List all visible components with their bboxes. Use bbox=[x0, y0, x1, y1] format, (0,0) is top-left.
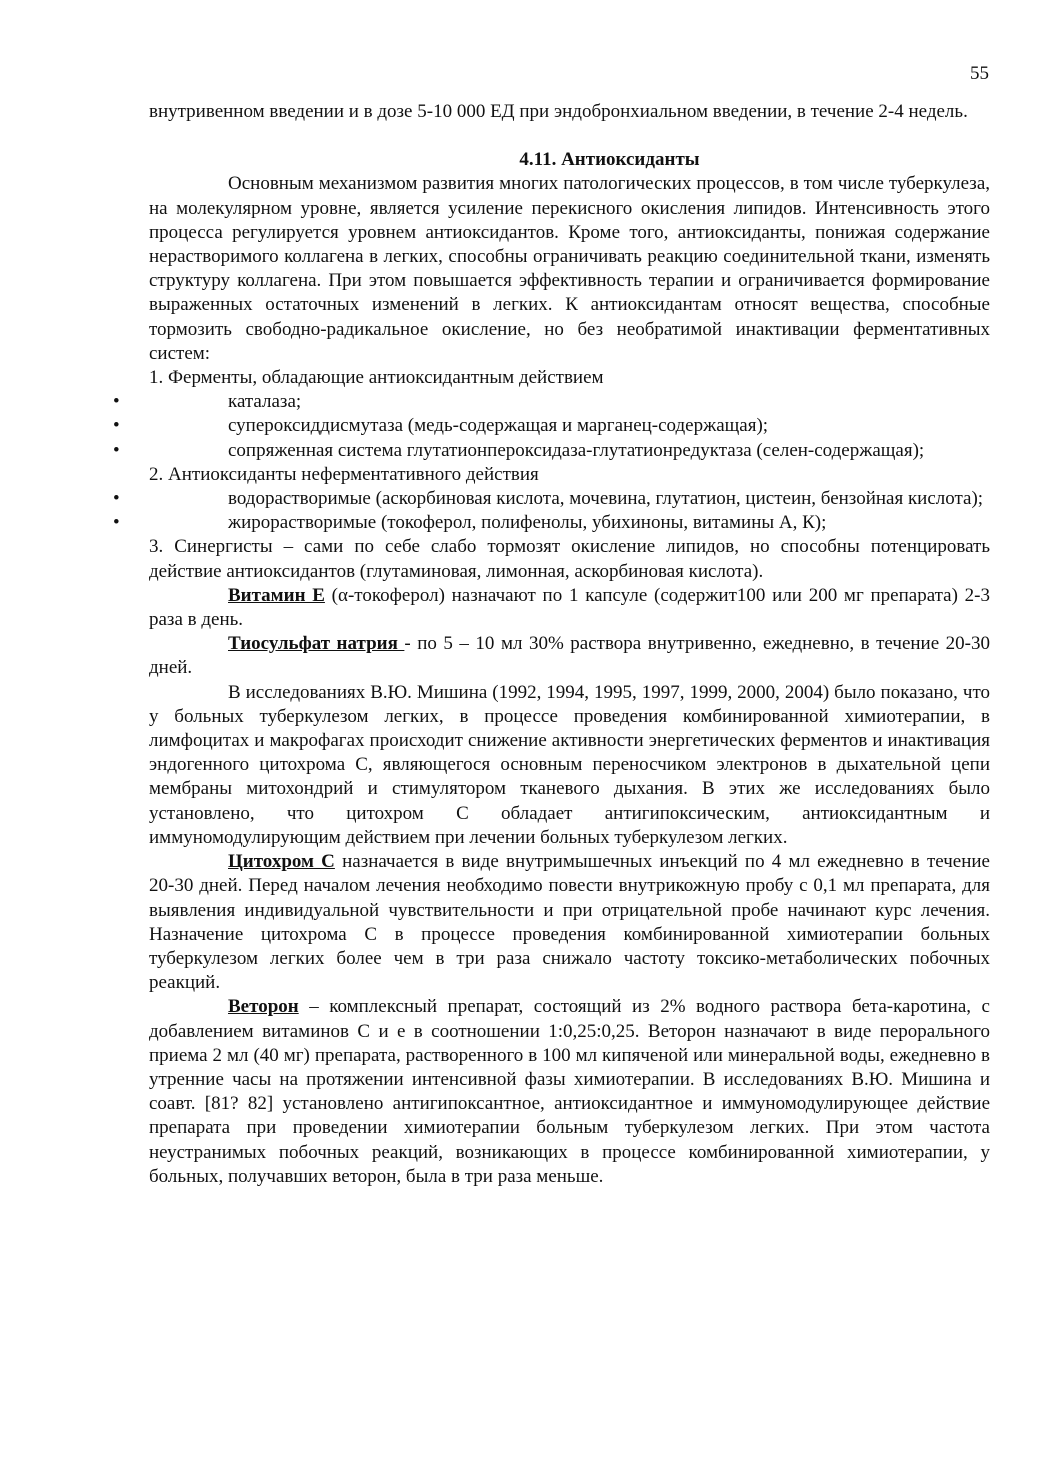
thiosulfate-paragraph bbox=[149, 632, 990, 680]
list-item-text: жирорастворимые (токоферол, полифенолы, убихиноны, витамины А, К); bbox=[228, 512, 827, 534]
veteron-term: Веторон bbox=[228, 996, 299, 1018]
section-heading: 4.11. Антиоксиданты bbox=[519, 149, 700, 171]
list-item bbox=[113, 511, 990, 535]
veteron-text: – комплексный препарат, состоящий из 2% водного раствора бета-каротина, с добавлением витаминов С и е в соотношении 1:0,25:0,25. Веторон назначают в виде перорального приема 2 мл (40 мг) препарата, растворенного в 100 мл кипяченой или минеральной воды, ежедневно в утренние часы на протяжении интенсивной фазы химиотерапии. В исследованиях В.Ю. Мишина и соавт. [81? 82] установлено антигипоксантное, антиоксидантное и иммуномодулирующее действие препарата при проведении химиотерапии больным туберкулезом легких. При этом частота неустранимых побочных реакций, возникающих в процессе комбинированной химиотерапии, у больных, получавших веторон, была в три раза меньше. bbox=[149, 996, 990, 1187]
bullet-icon: • bbox=[113, 439, 120, 461]
vitamin-e-paragraph bbox=[149, 584, 990, 632]
list1-title: 1. Ферменты, обладающие антиоксидантным действием bbox=[149, 367, 604, 389]
cytochrome-paragraph bbox=[149, 850, 990, 995]
cytochrome-text: назначается в виде внутримышечных инъекций по 4 мл ежедневно в течение 20-30 дней. Перед началом лечения необходимо повести внутрикожную пробу с 0,1 мл препарата, для выявления индивидуальной чувствительности и при отрицательной пробе начинают курс лечения. Назначение цитохрома С в процессе проведения комбинированной химиотерапии больных туберкулезом легких более чем в три раза снижало частоту токсико-метаболических побочных реакций. bbox=[149, 851, 990, 994]
bullet-icon: • bbox=[113, 512, 120, 534]
synergists-paragraph: 3. Синергисты – сами по себе слабо тормозят окисление липидов, но способны потенцировать действие антиоксидантов (глутаминовая, лимонная, аскорбиновая кислота). bbox=[149, 536, 990, 582]
list-item-text: супероксиддисмутаза (медь-содержащая и марганец-содержащая); bbox=[228, 415, 769, 437]
vitamin-e-text: (α-токоферол) назначают по 1 капсуле (содержит100 или 200 мг препарата) 2-3 раза в день. bbox=[149, 584, 990, 631]
intro-paragraph: внутривенном введении и в дозе 5-10 000 ЕД при эндобронхиальном введении, в течение 2-4 недель. bbox=[149, 101, 968, 122]
list-item-text: водорастворимые (аскорбиновая кислота, мочевина, глутатион, цистеин, бензойная кислота); bbox=[228, 488, 984, 510]
bullet-icon: • bbox=[113, 415, 120, 437]
thiosulfate-term: Тиосульфат натрия bbox=[228, 633, 405, 655]
list-item bbox=[113, 487, 990, 511]
list-item-text: сопряженная система глутатионпероксидаза-глутатионредуктаза (селен-содержащая); bbox=[228, 439, 925, 461]
bullet-icon: • bbox=[113, 391, 120, 413]
thiosulfate-text: - по 5 – 10 мл 30% раствора внутривенно, ежедневно, в течение 20-30 дней. bbox=[149, 633, 990, 679]
list-item bbox=[113, 439, 990, 463]
cytochrome-term: Цитохром С bbox=[228, 851, 335, 873]
bullet-icon: • bbox=[113, 488, 120, 510]
list-item bbox=[113, 414, 990, 438]
list-item bbox=[113, 390, 990, 414]
veteron-paragraph bbox=[149, 995, 990, 1189]
page-number: 55 bbox=[970, 63, 989, 84]
antioxidants-paragraph: Основным механизмом развития многих патологических процессов, в том числе туберкулеза, на молекулярном уровне, является усиление перекисного окисления липидов. Интенсивность этого процесса регулируется уровнем антиоксидантов. Кроме того, антиоксиданты, понижая содержание нерастворимого коллагена в легких, способны ограничивать реакцию соединительной ткани, изменять структуру коллагена. При этом повышается эффективность терапии и ограничивается формирование выраженных остаточных изменений в легких. К антиоксидантам относят вещества, способные тормозить свободно-радикальное окисление, но без необратимой инактивации ферментативных систем: bbox=[149, 173, 990, 364]
vitamin-e-term: Витамин Е bbox=[228, 584, 325, 606]
document-body bbox=[113, 100, 990, 1189]
list-item-text: каталаза; bbox=[228, 391, 302, 413]
list2-title: 2. Антиоксиданты неферментативного действия bbox=[149, 463, 539, 485]
research-paragraph: В исследованиях В.Ю. Мишина (1992, 1994, 1995, 1997, 1999, 2000, 2004) было показано, что у больных туберкулезом легких, в процессе проведения комбинированной химиотерапии, в лимфоцитах и макрофагах происходит снижение активности энергетических ферментов и инактивация эндогенного цитохрома С, являющегося основным переносчиком электронов в дыхательной цепи мембраны митохондрий и стимулятором тканевого дыхания. В этих же исследованиях было установлено, что цитохром С обладает антигипоксическим, антиоксидантным и иммуномодулирующим действием при лечении больных туберкулезом легких. bbox=[149, 681, 990, 848]
